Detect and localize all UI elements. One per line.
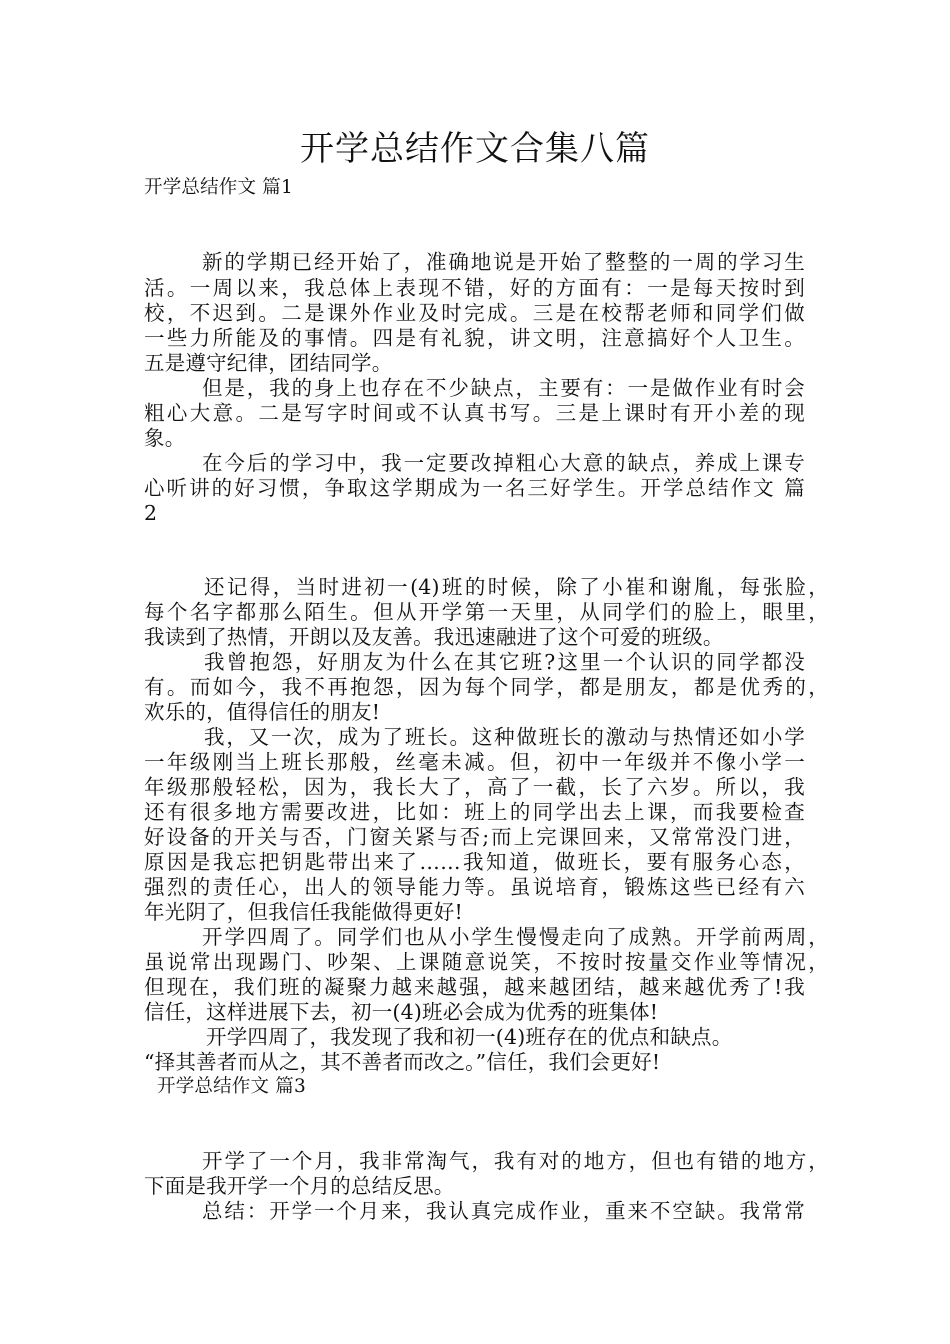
paragraph-line: 一些力所能及的事情。四是有礼貌，讲文明，注意搞好个人卫生。 xyxy=(144,326,805,350)
paragraph-line: 好设备的开关与否，门窗关紧与否;而上完课回来，又常常没门进， xyxy=(144,825,805,849)
paragraph-line: 下面是我开学一个月的总结反思。 xyxy=(144,1174,455,1198)
paragraph-line: 五是遵守纪律，团结同学。 xyxy=(144,351,393,375)
document-title: 开学总结作文合集八篇 xyxy=(300,129,650,169)
paragraph-line: 开学了一个月，我非常淘气，我有对的地方，但也有错的地方， xyxy=(202,1149,829,1173)
paragraph-line: 但现在，我们班的凝聚力越来越强，越来越团结，越来越优秀了!我 xyxy=(144,975,805,999)
section-heading-1: 开学总结作文 篇1 xyxy=(144,177,293,198)
paragraph-line: 还记得，当时进初一(4)班的时候，除了小崔和谢胤，每张脸， xyxy=(204,575,829,599)
paragraph-line: “择其善者而从之，其不善者而改之。”信任，我们会更好! xyxy=(144,1050,661,1074)
paragraph-line: 2 xyxy=(144,501,158,525)
paragraph-line: 一年级刚当上班长那般，丝毫未减。但，初中一年级并不像小学一 xyxy=(144,750,805,774)
paragraph-line: 活。一周以来，我总体上表现不错，好的方面有：一是每天按时到 xyxy=(144,276,805,300)
paragraph-line: 在今后的学习中，我一定要改掉粗心大意的缺点，养成上课专 xyxy=(202,451,805,475)
paragraph-line: 心听讲的好习惯，争取这学期成为一名三好学生。开学总结作文 篇 xyxy=(144,476,805,500)
paragraph-line: 开学四周了，我发现了我和初一(4)班存在的优点和缺点。 xyxy=(206,1025,733,1049)
paragraph-line: 年级那般轻松，因为，我长大了，高了一截，长了六岁。所以，我 xyxy=(144,775,805,799)
paragraph-line: 还有很多地方需要改进，比如：班上的同学出去上课，而我要检查 xyxy=(144,800,805,824)
paragraph-line: 欢乐的，值得信任的朋友! xyxy=(144,700,381,724)
paragraph-line: 象。 xyxy=(144,426,186,450)
paragraph-line: 但是，我的身上也存在不少缺点，主要有：一是做作业有时会 xyxy=(202,376,805,400)
paragraph-line: 我，又一次，成为了班长。这种做班长的激动与热情还如小学 xyxy=(204,725,805,749)
section-heading-3: 开学总结作文 篇3 xyxy=(157,1076,306,1097)
paragraph-line: 每个名字都那么陌生。但从开学第一天里，从同学们的脸上，眼里， xyxy=(144,600,829,624)
paragraph-line: 总结：开学一个月来，我认真完成作业，重来不空缺。我常常 xyxy=(202,1199,805,1223)
paragraph-line: 开学四周了。同学们也从小学生慢慢走向了成熟。开学前两周， xyxy=(202,925,829,949)
paragraph-line: 我曾抱怨，好朋友为什么在其它班?这里一个认识的同学都没 xyxy=(204,650,805,674)
paragraph-line: 强烈的责任心，出人的领导能力等。虽说培育，锻炼这些已经有六 xyxy=(144,875,805,899)
paragraph-line: 原因是我忘把钥匙带出来了……我知道，做班长，要有服务心态， xyxy=(144,850,805,874)
paragraph-line: 年光阴了，但我信任我能做得更好! xyxy=(144,900,463,924)
paragraph-line: 新的学期已经开始了，准确地说是开始了整整的一周的学习生 xyxy=(202,250,805,274)
paragraph-line: 校，不迟到。二是课外作业及时完成。三是在校帮老师和同学们做 xyxy=(144,301,805,325)
paragraph-line: 我读到了热情，开朗以及友善。我迅速融进了这个可爱的班级。 xyxy=(144,625,724,649)
paragraph-line: 粗心大意。二是写字时间或不认真书写。三是上课时有开小差的现 xyxy=(144,401,805,425)
paragraph-line: 信任，这样进展下去，初一(4)班必会成为优秀的班集体! xyxy=(144,1000,659,1024)
paragraph-line: 虽说常出现踢门、吵架、上课随意说笑，不按时按量交作业等情况， xyxy=(144,950,829,974)
paragraph-line: 有。而如今，我不再抱怨，因为每个同学，都是朋友，都是优秀的， xyxy=(144,675,829,699)
